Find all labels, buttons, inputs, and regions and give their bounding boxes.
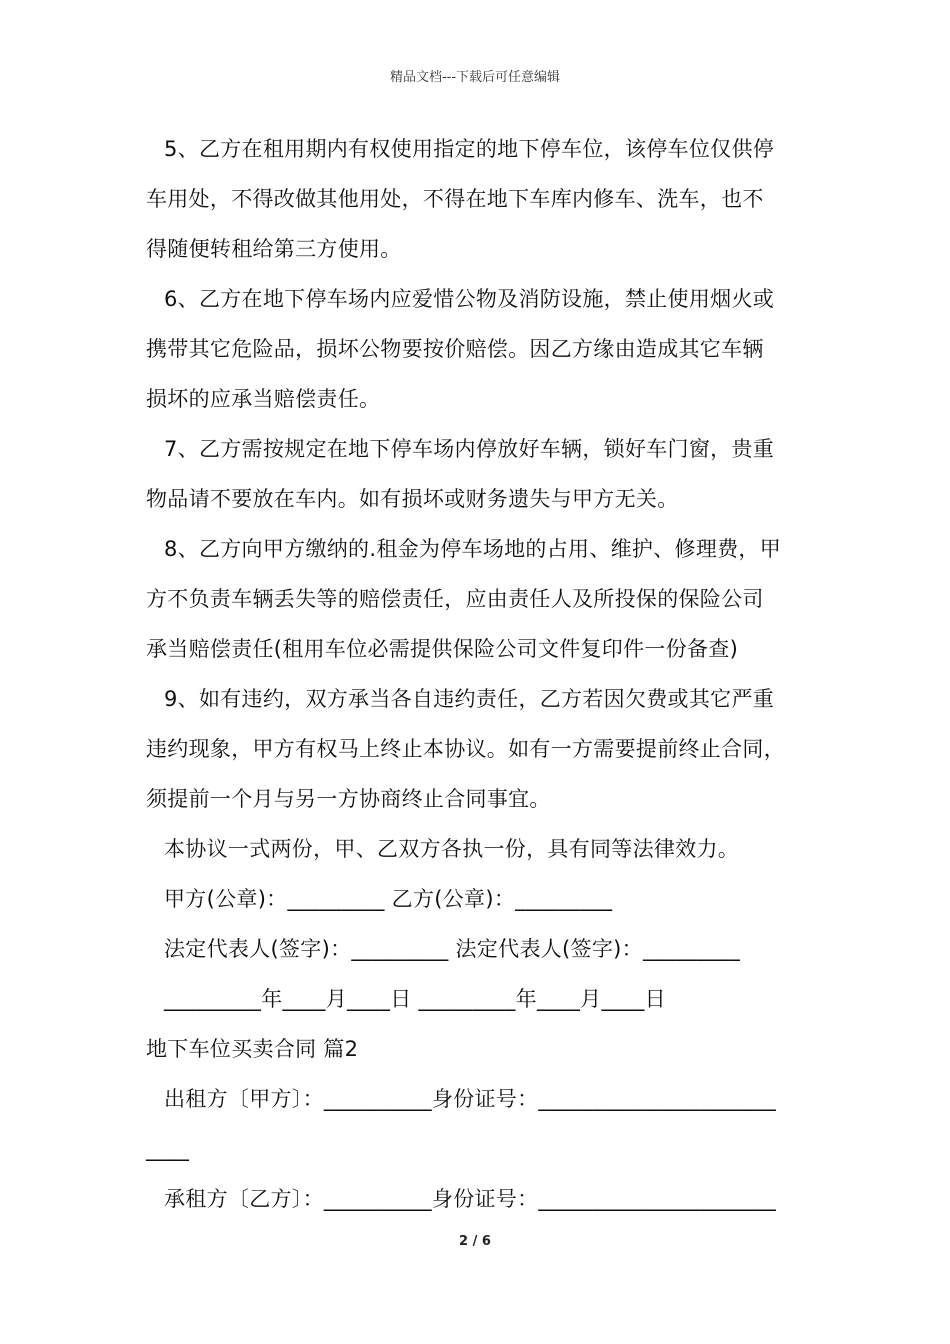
date-line: _________年____月____日 _________年____月____日 (164, 987, 666, 1011)
clause-6-line-1: 6、乙方在地下停车场内应爱惜公物及消防设施，禁止使用烟火或 (164, 287, 775, 311)
clause-8-line-2: 方不负责车辆丢失等的赔偿责任，应由责任人及所投保的保险公司 (146, 587, 764, 611)
clause-9-line-1: 9、如有违约，双方承当各自违约责任，乙方若因欠费或其它严重 (164, 687, 775, 711)
clause-6-line-3: 损坏的应承当赔偿责任。 (146, 387, 381, 411)
clause-7-line-2: 物品请不要放在车内。如有损坏或财务遗失与甲方无关。 (146, 487, 679, 511)
clause-6-line-2: 携带其它危险品，损坏公物要按价赔偿。因乙方缘由造成其它车辆 (146, 337, 764, 361)
clause-9-line-3: 须提前一个月与另一方协商终止合同事宜。 (146, 787, 551, 811)
clause-7-line-1: 7、乙方需按规定在地下停车场内停放好车辆，锁好车门窗，贵重 (164, 437, 775, 461)
page-number: 2 / 6 (459, 1234, 491, 1249)
document-header: 精品文档---下载后可任意编辑 (389, 70, 561, 85)
clause-9-line-2: 违约现象，甲方有权马上终止本协议。如有一方需要提前终止合同， (146, 737, 785, 761)
signature-line: 法定代表人(签字)：_________ 法定代表人(签字)：_________ (164, 937, 741, 961)
clause-5-line-3: 得随便转租给第三方使用。 (146, 237, 402, 261)
clause-8-line-3: 承当赔偿责任(租用车位必需提供保险公司文件复印件一份备查) (146, 637, 739, 661)
lessee-line: 承租方〔乙方〕：__________身份证号：______________________ (164, 1187, 776, 1211)
lessor-line: 出租方〔甲方〕：__________身份证号：______________________ (164, 1087, 776, 1111)
lessor-line-continuation: ____ (146, 1137, 190, 1161)
seal-line: 甲方(公章)：_________ 乙方(公章)：_________ (164, 887, 613, 911)
clause-8-line-1: 8、乙方向甲方缴纳的.租金为停车场地的占用、维护、修理费，甲 (164, 537, 782, 561)
agreement-copies-line: 本协议一式两份，甲、乙双方各执一份，具有同等法律效力。 (164, 837, 740, 861)
section-title: 地下车位买卖合同 篇2 (146, 1037, 359, 1061)
clause-5-line-1: 5、乙方在租用期内有权使用指定的地下停车位，该停车位仅供停 (164, 137, 775, 161)
clause-5-line-2: 车用处，不得改做其他用处，不得在地下车库内修车、洗车，也不 (146, 187, 764, 211)
